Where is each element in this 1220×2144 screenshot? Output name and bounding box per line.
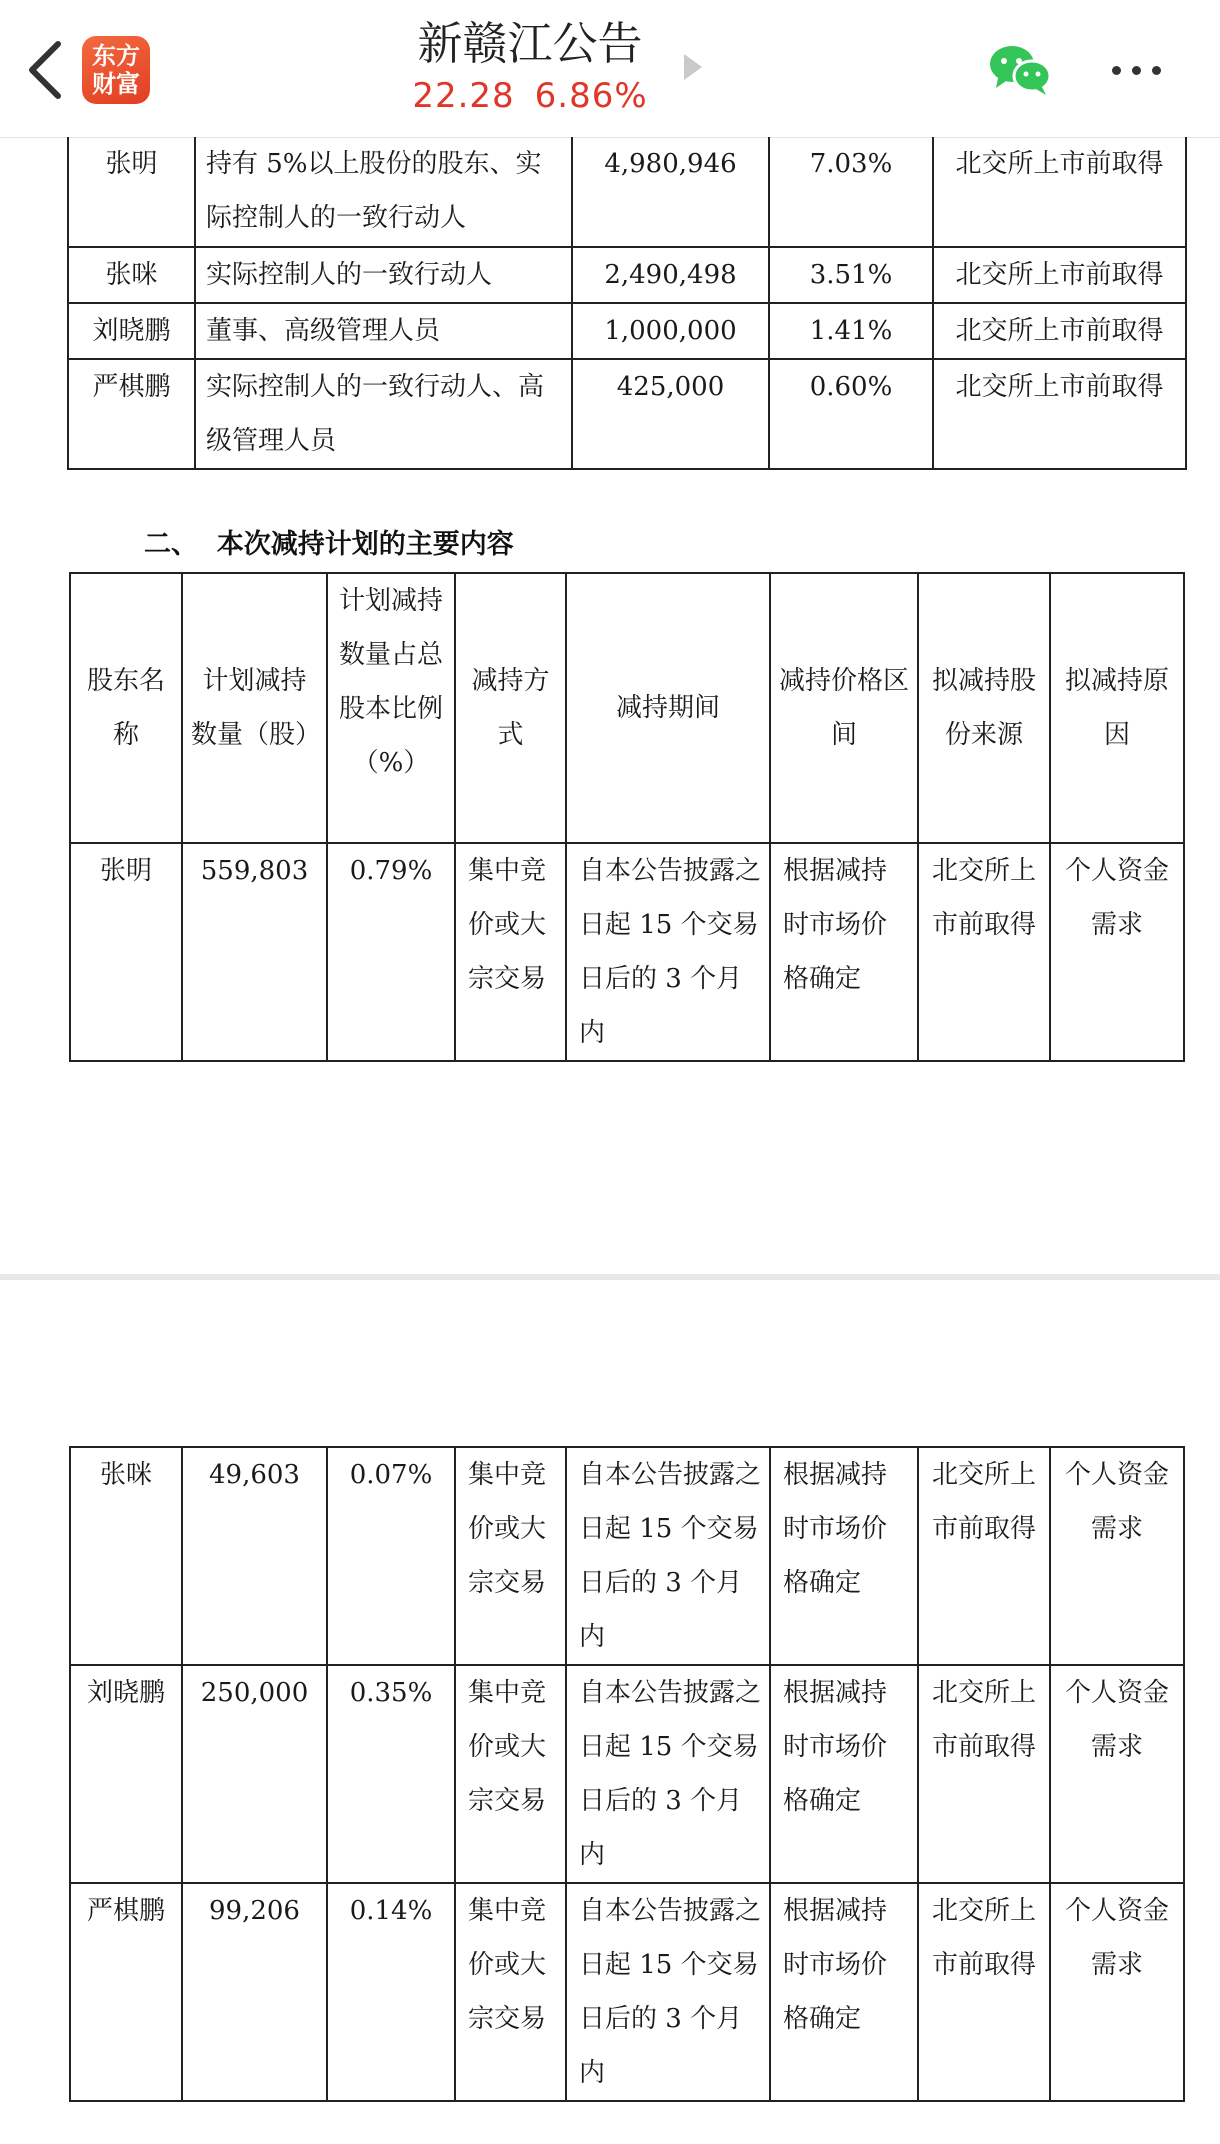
holder-relation: 实际控制人的一致行动人、高级管理人员 [195,359,572,469]
plan-name: 张咪 [70,1447,182,1665]
top-bar [0,0,1220,138]
holder-name: 严棋鹏 [68,359,195,469]
holder-shares: 2,490,498 [572,247,769,303]
section-title: 二、 本次减持计划的主要内容 [144,529,514,560]
header-qty: 计划减持数量（股） [182,573,327,843]
plan-source: 北交所上市前取得 [918,1447,1050,1665]
header-period: 减持期间 [566,573,770,843]
plan-method: 集中竞价或大宗交易 [455,843,566,1061]
reduction-plan-table [69,572,1185,1062]
table-row [68,137,1186,247]
holder-relation: 持有 5%以上股份的股东、实际控制人的一致行动人 [195,137,572,247]
plan-price: 根据减持时市场价格确定 [770,1665,918,1883]
holder-ratio: 7.03% [769,137,933,247]
plan-reason: 个人资金需求 [1050,1447,1184,1665]
plan-name: 刘晓鹏 [70,1665,182,1883]
page-divider [0,1274,1220,1280]
table-row [70,1665,1184,1883]
plan-name: 张明 [70,843,182,1061]
stock-price: 22.28 [412,76,515,116]
stock-change: 6.86% [534,76,648,116]
plan-method: 集中竞价或大宗交易 [455,1447,566,1665]
header-ratio: 计划减持数量占总股本比例（%） [327,573,455,843]
table-row [68,303,1186,359]
page-title: 新赣江公告 [417,17,643,70]
plan-qty: 49,603 [182,1447,327,1665]
plan-qty: 99,206 [182,1883,327,2101]
header-source: 拟减持股份来源 [918,573,1050,843]
plan-qty: 559,803 [182,843,327,1061]
header-name: 股东名称 [70,573,182,843]
holder-ratio: 3.51% [769,247,933,303]
header-reason: 拟减持原因 [1050,573,1184,843]
stock-quote [380,74,680,118]
back-icon[interactable] [24,38,68,102]
holder-source: 北交所上市前取得 [933,303,1186,359]
plan-reason: 个人资金需求 [1050,843,1184,1061]
plan-source: 北交所上市前取得 [918,1665,1050,1883]
holder-name: 张咪 [68,247,195,303]
table-row [70,1883,1184,2101]
plan-ratio: 0.35% [327,1665,455,1883]
holder-relation: 董事、高级管理人员 [195,303,572,359]
plan-ratio: 0.07% [327,1447,455,1665]
table-row [68,247,1186,303]
holder-source: 北交所上市前取得 [933,247,1186,303]
holder-shares: 4,980,946 [572,137,769,247]
plan-period: 自本公告披露之日起 15 个交易日后的 3 个月内 [566,843,770,1061]
plan-period: 自本公告披露之日起 15 个交易日后的 3 个月内 [566,1447,770,1665]
play-icon[interactable] [684,54,702,80]
plan-price: 根据减持时市场价格确定 [770,1883,918,2101]
logo-text-top: 东方 [92,42,140,70]
header-method: 减持方式 [455,573,566,843]
holder-name: 张明 [68,137,195,247]
holder-relation: 实际控制人的一致行动人 [195,247,572,303]
holder-ratio: 0.60% [769,359,933,469]
more-icon[interactable] [1112,60,1172,78]
reduction-plan-table-continued [69,1446,1185,2102]
plan-reason: 个人资金需求 [1050,1883,1184,2101]
holdings-table [67,137,1187,470]
logo-text-bottom: 财富 [92,70,140,98]
holder-source: 北交所上市前取得 [933,359,1186,469]
plan-period: 自本公告披露之日起 15 个交易日后的 3 个月内 [566,1665,770,1883]
plan-reason: 个人资金需求 [1050,1665,1184,1883]
wechat-icon[interactable] [988,42,1052,96]
plan-method: 集中竞价或大宗交易 [455,1883,566,2101]
plan-qty: 250,000 [182,1665,327,1883]
plan-method: 集中竞价或大宗交易 [455,1665,566,1883]
header-price: 减持价格区间 [770,573,918,843]
plan-price: 根据减持时市场价格确定 [770,1447,918,1665]
holder-shares: 1,000,000 [572,303,769,359]
table-row [68,359,1186,469]
plan-name: 严棋鹏 [70,1883,182,2101]
plan-ratio: 0.14% [327,1883,455,2101]
table-header-row [70,573,1184,843]
app-logo[interactable] [82,36,150,104]
plan-ratio: 0.79% [327,843,455,1061]
plan-period: 自本公告披露之日起 15 个交易日后的 3 个月内 [566,1883,770,2101]
stock-title-block[interactable] [380,14,680,118]
table-row [70,1447,1184,1665]
plan-source: 北交所上市前取得 [918,843,1050,1061]
holder-source: 北交所上市前取得 [933,137,1186,247]
table-row [70,843,1184,1061]
holder-name: 刘晓鹏 [68,303,195,359]
plan-source: 北交所上市前取得 [918,1883,1050,2101]
plan-price: 根据减持时市场价格确定 [770,843,918,1061]
holder-shares: 425,000 [572,359,769,469]
holder-ratio: 1.41% [769,303,933,359]
